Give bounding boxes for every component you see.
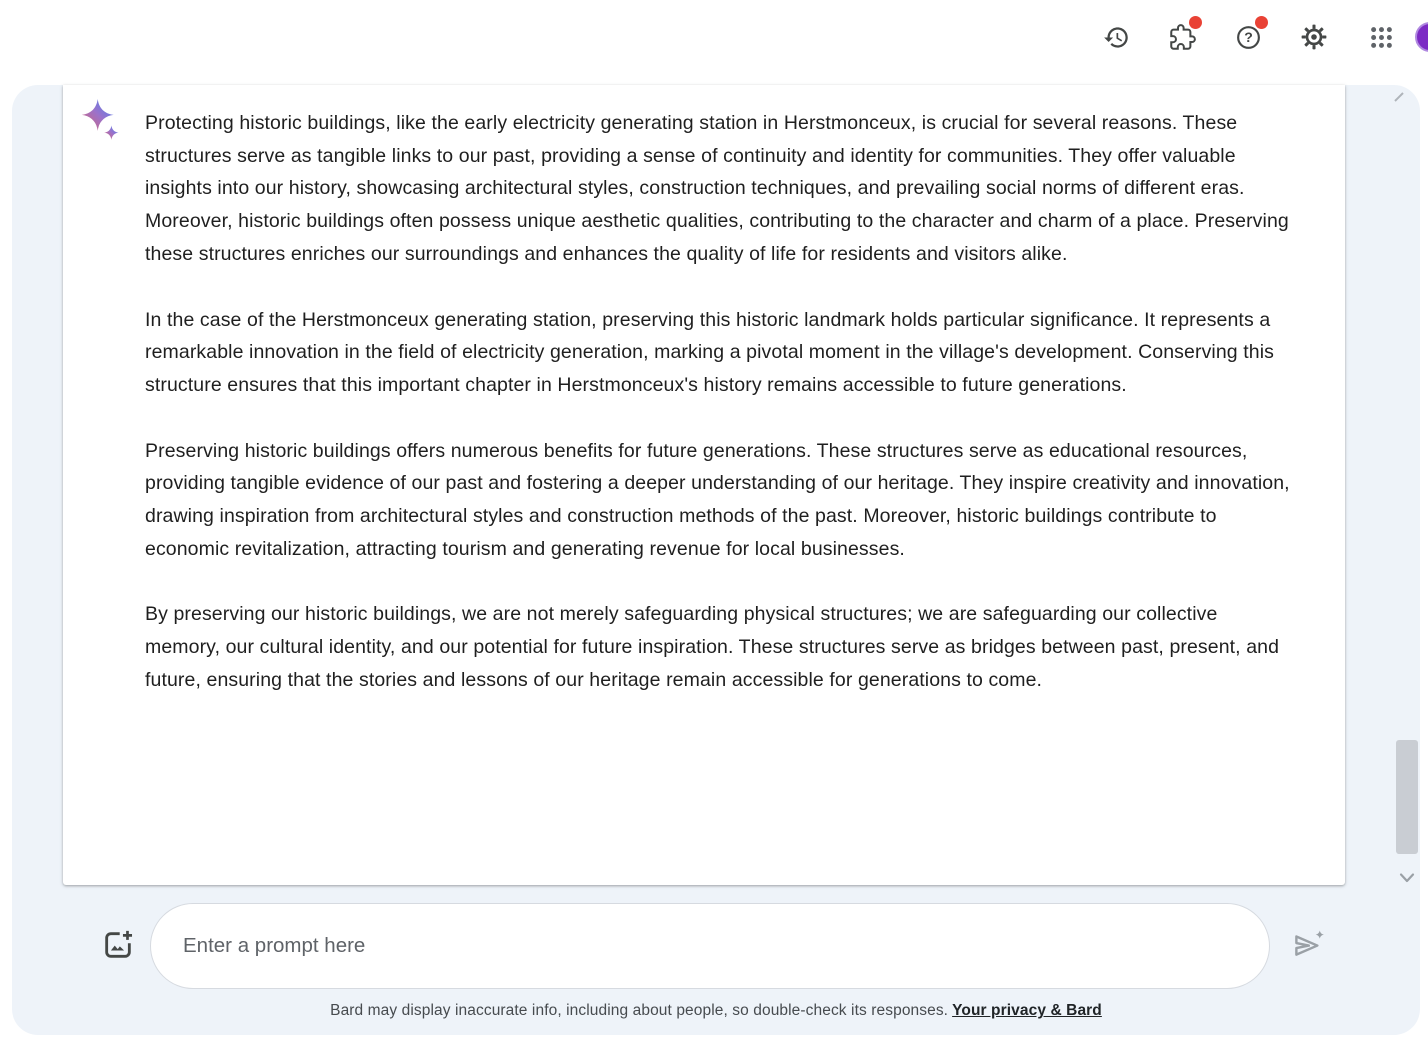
response-text: [145, 107, 1297, 697]
scrollbar-thumb[interactable]: [1396, 740, 1418, 854]
help-icon[interactable]: [1232, 21, 1264, 53]
response-paragraph: In the case of the Herstmonceux generating station, preserving this historic landmark holds particular significance. It represents a remarkable innovation in the field of electricity generation, marking a pivotal moment in the village's development. Conserving this structure ensures that this important chapter in Herstmonceux's history remains accessible to future generations.: [145, 308, 1275, 396]
response-paragraph: Preserving historic buildings offers numerous benefits for future generations. These structures serve as educational resources, providing tangible evidence of our past and fostering a deeper understanding of our heritage. They inspire creativity and innovation, drawing inspiration from architectural styles and construction methods of the past. Moreover, historic buildings contribute to economic revitalization, attracting tourism and generating revenue for local businesses.: [145, 439, 1290, 560]
disclaimer-text: Bard may display inaccurate info, including about people, so double-check its responses.: [330, 1002, 949, 1019]
history-icon[interactable]: [1100, 21, 1132, 53]
disclaimer: [12, 1002, 1420, 1020]
svg-text:?: ?: [1243, 28, 1253, 45]
gear-icon-glyph: [1300, 23, 1328, 51]
privacy-link[interactable]: Your privacy & Bard: [952, 1002, 1102, 1019]
chevron-down-icon[interactable]: [1398, 871, 1416, 883]
extensions-icon[interactable]: [1166, 21, 1198, 53]
apps-grid-icon[interactable]: [1365, 21, 1397, 53]
response-paragraph: By preserving our historic buildings, we are not merely safeguarding physical structures; we are safeguarding our collective memory, our cultural identity, and our potential for future inspiration. These structures serve as bridges between past, present, and future, ensuring that the stories and lessons of our heritage remain accessible for generations to come.: [145, 603, 1280, 691]
response-paragraph: Protecting historic buildings, like the early electricity generating station in Herstmonceux, is crucial for several reasons. These structures serve as tangible links to our past, providing a sense of continuity and identity for communities. They offer valuable insights into our history, showcasing architectural styles, construction techniques, and prevailing social norms of different eras. Moreover, historic buildings often possess unique aesthetic qualities, contributing to the character and charm of a place. Preserving these structures enriches our surroundings and enhances the quality of life for residents and visitors alike.: [145, 112, 1289, 265]
notification-badge: [1255, 16, 1268, 29]
response-card: [63, 85, 1345, 885]
notification-badge: [1189, 16, 1202, 29]
chat-panel: [12, 85, 1420, 1035]
avatar[interactable]: [1415, 22, 1428, 52]
apps-grid-glyph: [1368, 24, 1395, 51]
prompt-input[interactable]: [183, 904, 1233, 988]
image-add-icon: [101, 928, 135, 962]
upload-image-button[interactable]: [100, 928, 136, 964]
send-button[interactable]: [1288, 927, 1328, 965]
history-icon-glyph: [1103, 24, 1130, 51]
settings-icon[interactable]: [1298, 21, 1330, 53]
bard-sparkle-icon: [81, 99, 125, 145]
scroll-corner-mark: [1393, 90, 1405, 102]
prompt-input-container: [150, 903, 1270, 989]
send-icon: [1290, 928, 1326, 962]
